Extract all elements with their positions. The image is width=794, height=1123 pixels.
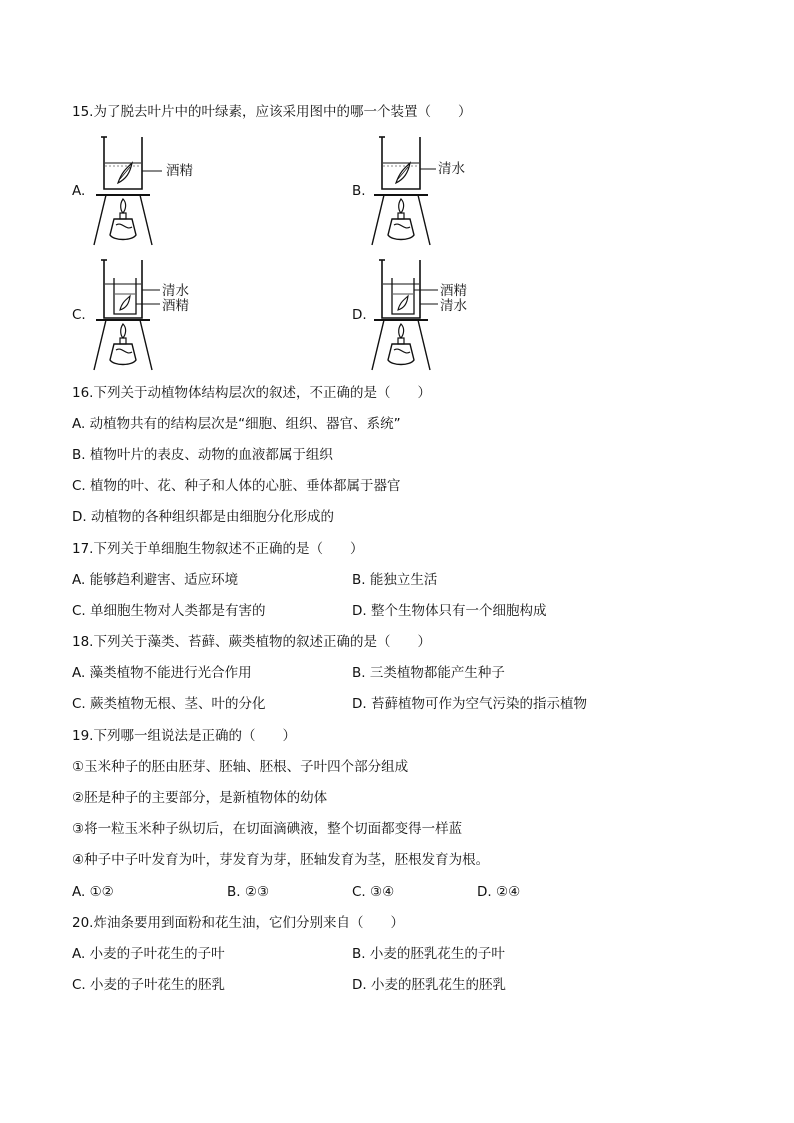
q17-option-a[interactable]: A. 能够趋利避害、适应环境 [72,572,239,588]
q17-stem: 17.下列关于单细胞生物叙述不正确的是（ ） [72,541,364,557]
q16-option-b[interactable]: B. 植物叶片的表皮、动物的血液都属于组织 [72,447,333,463]
q19-statement-1: ①玉米种子的胚由胚芽、胚轴、胚根、子叶四个部分组成 [72,759,409,775]
beaker-apparatus-icon [370,133,480,249]
beaker-apparatus-icon [92,133,202,249]
q19-stem: 19.下列哪一组说法是正确的（ ） [72,728,296,744]
q15-stem: 15.为了脱去叶片中的叶绿素，应该采用图中的哪一个装置（ ） [72,104,472,120]
beaker-apparatus-icon [92,256,202,372]
q18-option-a[interactable]: A. 藻类植物不能进行光合作用 [72,665,252,681]
q20-stem: 20.炸油条要用到面粉和花生油，它们分别来自（ ） [72,915,404,931]
q15-option-c-letter: C. [72,307,86,323]
q18-option-b[interactable]: B. 三类植物都能产生种子 [352,665,505,681]
q20-option-b[interactable]: B. 小麦的胚乳花生的子叶 [352,946,505,962]
q19-option-d[interactable]: D. ②④ [477,884,521,900]
q17-option-c[interactable]: C. 单细胞生物对人类都是有害的 [72,603,266,619]
q18-stem: 18.下列关于藻类、苔藓、蕨类植物的叙述正确的是（ ） [72,634,431,650]
q20-option-d[interactable]: D. 小麦的胚乳花生的胚乳 [352,977,506,993]
q19-option-a[interactable]: A. ①② [72,884,114,900]
q15-option-b-letter: B. [352,183,366,199]
q19-statement-2: ②胚是种子的主要部分，是新植物体的幼体 [72,790,328,806]
q16-stem: 16.下列关于动植物体结构层次的叙述，不正确的是（ ） [72,385,431,401]
apparatus-label-inner: 酒精 [162,298,189,314]
apparatus-label-inner: 酒精 [440,283,467,299]
q15-option-d-letter: D. [352,307,367,323]
q18-option-d[interactable]: D. 苔藓植物可作为空气污染的指示植物 [352,696,587,712]
q19-statement-4: ④种子中子叶发育为叶，芽发育为芽，胚轴发育为茎，胚根发育为根。 [72,852,490,868]
beaker-apparatus-icon [370,256,480,372]
q20-option-c[interactable]: C. 小麦的子叶花生的胚乳 [72,977,226,993]
q19-statement-3: ③将一粒玉米种子纵切后，在切面滴碘液，整个切面都变得一样蓝 [72,821,463,837]
q18-option-c[interactable]: C. 蕨类植物无根、茎、叶的分化 [72,696,266,712]
q20-option-a[interactable]: A. 小麦的子叶花生的子叶 [72,946,225,962]
q16-option-a[interactable]: A. 动植物共有的结构层次是“细胞、组织、器官、系统” [72,416,401,432]
q15-option-a-letter: A. [72,183,86,199]
apparatus-label: 清水 [438,161,465,177]
q16-option-d[interactable]: D. 动植物的各种组织都是由细胞分化形成的 [72,509,334,525]
q19-option-c[interactable]: C. ③④ [352,884,395,900]
q19-option-b[interactable]: B. ②③ [227,884,270,900]
q16-option-c[interactable]: C. 植物的叶、花、种子和人体的心脏、垂体都属于器官 [72,478,401,494]
apparatus-label-outer: 清水 [440,298,467,314]
q17-option-d[interactable]: D. 整个生物体只有一个细胞构成 [352,603,547,619]
q17-option-b[interactable]: B. 能独立生活 [352,572,438,588]
apparatus-label: 酒精 [166,163,193,179]
apparatus-label-outer: 清水 [162,283,189,299]
